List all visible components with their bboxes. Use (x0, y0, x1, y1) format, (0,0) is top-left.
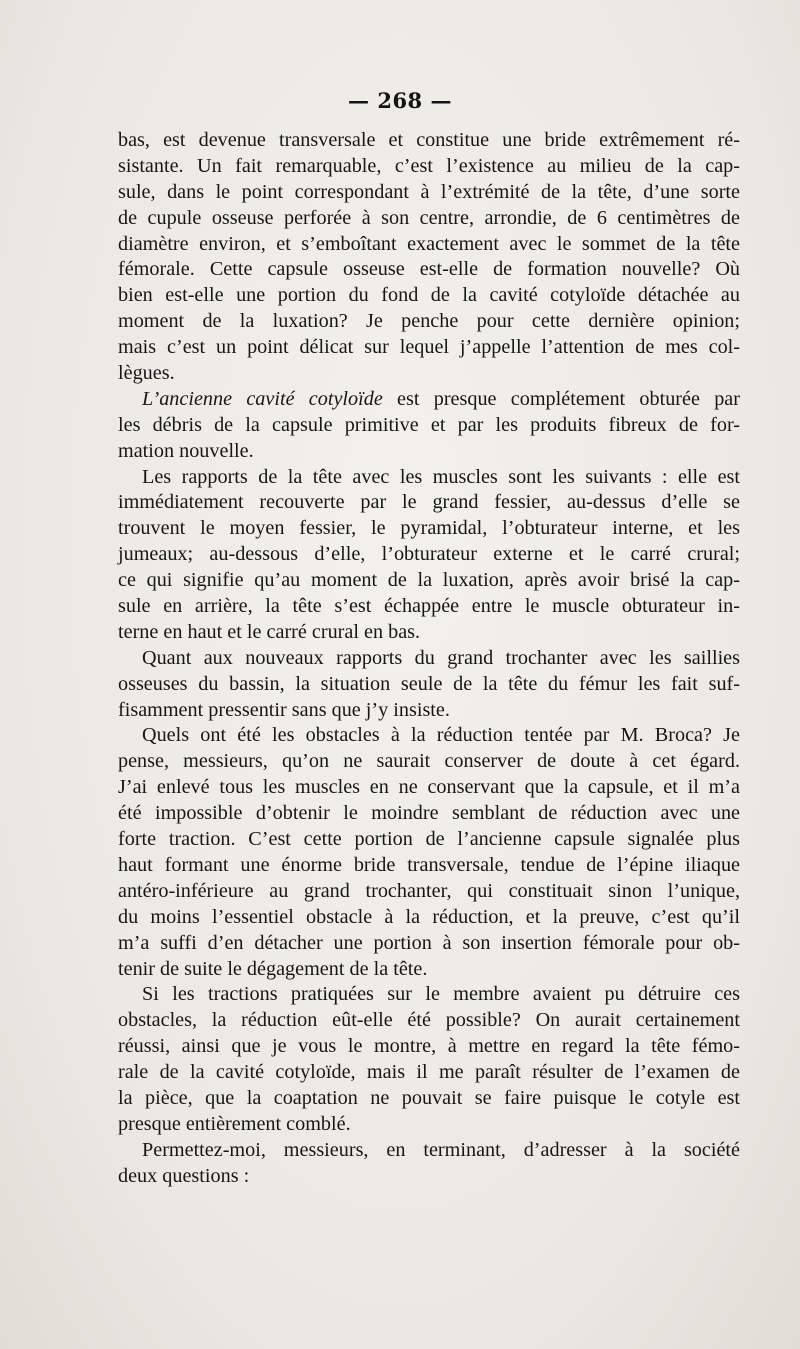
text-line: forte traction. C’est cette portion de l’ancienne capsule signalée plus (118, 828, 740, 851)
text-line: Permettez-moi, messieurs, en terminant, d’adresser à la société (142, 1138, 740, 1161)
text-line: mation nouvelle. (118, 439, 254, 462)
body-text (118, 128, 740, 1190)
text-line: terne en haut et le carré crural en bas. (118, 620, 421, 643)
text-line: les débris de la capsule primitive et par les produits fibreux de for- (118, 413, 740, 436)
text-line: mais c’est un point délicat sur lequel j’appelle l’attention de mes col- (118, 336, 740, 359)
paragraph (118, 465, 740, 646)
paragraph (118, 723, 740, 982)
text-line: presque entièrement comblé. (118, 1112, 351, 1135)
text-line: Les rapports de la tête avec les muscles sont les suivants : elle est (142, 465, 740, 488)
paragraph (118, 387, 740, 465)
text-line: osseuses du bassin, la situation seule de la tête du fémur les fait suf- (118, 672, 740, 695)
text-line: bas, est devenue transversale et constitue une bride extrêmement ré- (118, 129, 740, 151)
text-line: sistante. Un fait remarquable, c’est l’existence au milieu de la cap- (118, 154, 740, 177)
text-line: trouvent le moyen fessier, le pyramidal, l’obturateur interne, et les (118, 517, 740, 540)
text-line: ce qui signifie qu’au moment de la luxation, après avoir brisé la cap- (118, 569, 740, 592)
text-run: est presque complétement obturée par (382, 387, 740, 410)
paragraph (118, 1138, 740, 1190)
text-line: réussi, ainsi que je vous le montre, à mettre en regard la tête fémo- (118, 1035, 740, 1058)
text-line: rale de la cavité cotyloïde, mais il me paraît résulter de l’examen de (118, 1061, 740, 1084)
page-number: — 268 — (348, 88, 452, 113)
text-line: fémorale. Cette capsule osseuse est-elle de formation nouvelle? Où (118, 258, 740, 281)
text-line: lègues. (118, 362, 175, 385)
text-line: m’a suffi d’en détacher une portion à son insertion fémorale pour ob- (118, 931, 740, 954)
text-line: deux questions : (118, 1164, 250, 1187)
text-line: J’ai enlevé tous les muscles en ne conservant que la capsule, et il m’a (118, 776, 740, 799)
text-line: obstacles, la réduction eût-elle été possible? On aurait certainement (118, 1009, 740, 1032)
text-line: antéro-inférieure au grand trochanter, qui constituait sinon l’unique, (118, 879, 740, 902)
text-line: fisamment pressentir sans que j’y insiste. (118, 698, 450, 721)
text-line: immédiatement recouverte par le grand fessier, au-dessus d’elle se (118, 491, 740, 514)
paragraph (118, 982, 740, 1137)
text-line: tenir de suite le dégagement de la tête. (118, 957, 428, 980)
text-line: bien est-elle une portion du fond de la cavité cotyloïde détachée au (118, 284, 740, 307)
text-line: haut formant une énorme bride transversale, tendue de l’épine iliaque (118, 853, 740, 876)
text-line: diamètre environ, et s’emboîtant exactement avec le sommet de la tête (118, 232, 740, 255)
text-line: Quant aux nouveaux rapports du grand trochanter avec les saillies (142, 646, 740, 669)
text-line: la pièce, que la coaptation ne pouvait se faire puisque le cotyle est (118, 1086, 740, 1109)
text-line: sule, dans le point correspondant à l’extrémité de la tête, d’une sorte (118, 180, 740, 203)
text-line: Quels ont été les obstacles à la réduction tentée par M. Broca? Je (142, 724, 740, 747)
text-line: pense, messieurs, qu’on ne saurait conserver de doute à cet égard. (118, 750, 740, 773)
text-line: Si les tractions pratiquées sur le membre avaient pu détruire ces (142, 983, 740, 1006)
text-line: de cupule osseuse perforée à son centre, arrondie, de 6 centimètres de (118, 206, 740, 229)
text-line (118, 387, 740, 413)
paragraph (118, 646, 740, 724)
text-line: été impossible d’obtenir le moindre semblant de réduction avec une (118, 802, 740, 825)
paragraph (118, 128, 740, 387)
text-line: moment de la luxation? Je penche pour cette dernière opinion; (118, 310, 740, 333)
italic-lead: L’ancienne cavité cotyloïde (142, 387, 383, 410)
text-line: jumeaux; au-dessous d’elle, l’obturateur externe et le carré crural; (118, 543, 740, 566)
text-line: du moins l’essentiel obstacle à la réduction, et la preuve, c’est qu’il (118, 905, 740, 928)
text-line: sule en arrière, la tête s’est échappée entre le muscle obturateur in- (118, 595, 740, 618)
